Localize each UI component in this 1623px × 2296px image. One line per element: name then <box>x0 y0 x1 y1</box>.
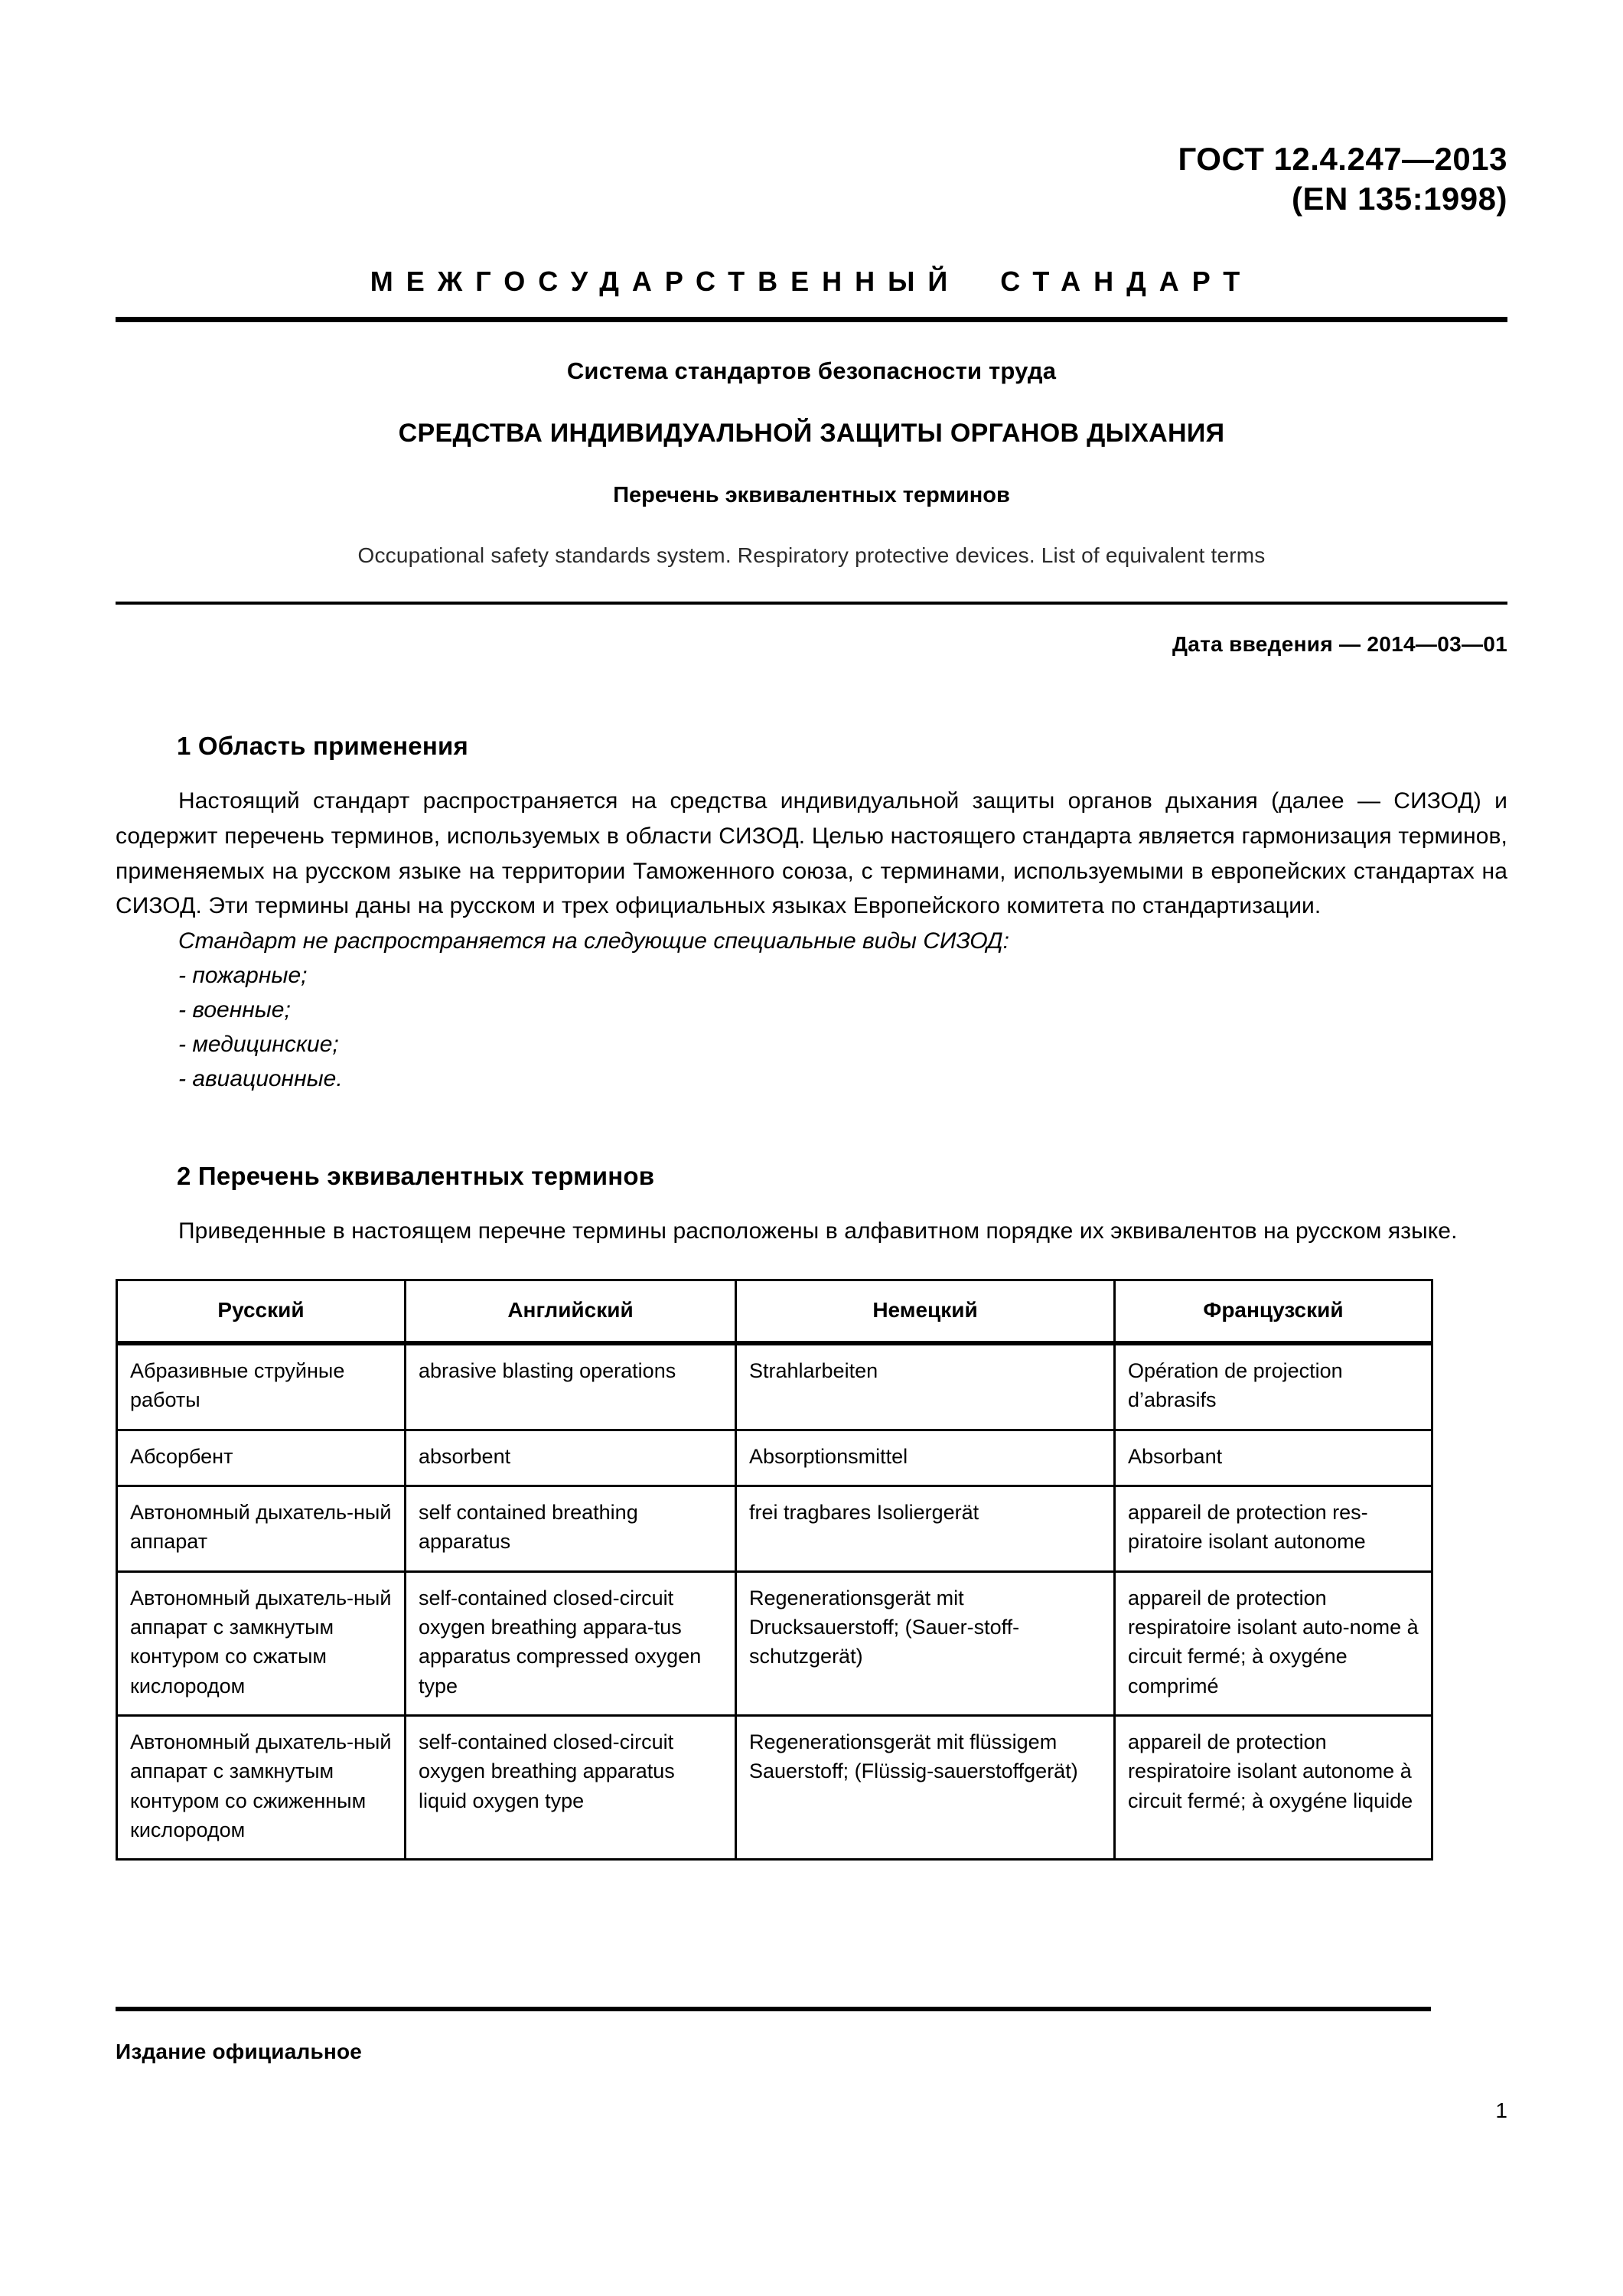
section-terms-list <box>116 1162 1507 1861</box>
table-row <box>117 1715 1432 1859</box>
section1-heading: 1 Область применения <box>177 732 468 761</box>
table-header <box>117 1280 1432 1343</box>
section-scope <box>116 732 1507 1095</box>
standard-number: ГОСТ 12.4.247—2013 <box>1178 141 1507 177</box>
equivalent-standard-number: (EN 135:1998) <box>1292 180 1507 217</box>
cell-french: Absorbant <box>1115 1430 1432 1486</box>
section2-paragraph: Приведенные в настоящем перечне термины расположены в алфавитном порядке их эквивалентов на русском языке. <box>178 1218 1458 1244</box>
standards-system-line: Система стандартов безопасности труда <box>566 357 1057 385</box>
standard-banner <box>116 266 1507 298</box>
title-divider <box>116 602 1507 605</box>
cell-french: appareil de protection respiratoire isolant auto-nome à circuit fermé; à oxygéne comprimé <box>1115 1571 1432 1715</box>
cell-english: abrasive blasting operations <box>406 1343 736 1430</box>
exclusion-list <box>116 958 1507 1096</box>
section2-heading: 2 Перечень эквивалентных терминов <box>177 1161 655 1190</box>
cell-english: self-contained closed-circuit oxygen breathing appara-tus apparatus compressed oxygen type <box>406 1571 736 1715</box>
column-header-russian: Русский <box>117 1280 406 1343</box>
footer-divider <box>116 2007 1431 2011</box>
equivalent-terms-table <box>116 1279 1433 1861</box>
table-row <box>117 1343 1432 1430</box>
table-row <box>117 1486 1432 1572</box>
cell-french: appareil de protection respiratoire isolant autonome à circuit fermé; à oxygéne liquide <box>1115 1715 1432 1859</box>
cell-german: Absorptionsmittel <box>736 1430 1115 1486</box>
cell-french: Opération de projection d’abrasifs <box>1115 1343 1432 1430</box>
cell-english: self contained breathing apparatus <box>406 1486 736 1572</box>
cell-russian: Абразивные струйные работы <box>117 1343 406 1430</box>
cell-russian: Автономный дыхатель-ный аппарат <box>117 1486 406 1572</box>
table-body <box>117 1343 1432 1860</box>
title-block <box>116 357 1507 568</box>
exclusion-lead: Стандарт не распространяется на следующие специальные виды СИЗОД: <box>178 928 1009 954</box>
page-title: СРЕДСТВА ИНДИВИДУАЛЬНОЙ ЗАЩИТЫ ОРГАНОВ ДЫХАНИЯ <box>398 419 1225 448</box>
column-header-french: Французский <box>1115 1280 1432 1343</box>
table-header-row <box>117 1280 1432 1343</box>
cell-german: Regenerationsgerät mit Drucksauerstoff; (Sauer-stoff-schutzgerät) <box>736 1571 1115 1715</box>
column-header-english: Английский <box>406 1280 736 1343</box>
column-header-german: Немецкий <box>736 1280 1115 1343</box>
page-number: 1 <box>1495 2099 1507 2122</box>
cell-english: self-contained closed-circuit oxygen breathing apparatus liquid oxygen type <box>406 1715 736 1859</box>
cell-russian: Абсорбент <box>117 1430 406 1486</box>
introduction-date: Дата введения — 2014—03—01 <box>1172 632 1507 657</box>
list-item: - медицинские; <box>178 1031 339 1057</box>
document-header <box>116 0 1507 218</box>
table-row <box>117 1430 1432 1486</box>
banner-divider <box>116 317 1507 322</box>
cell-russian: Автономный дыхатель-ный аппарат с замкнутым контуром со сжиженным кислородом <box>117 1715 406 1859</box>
list-item: - пожарные; <box>178 962 308 988</box>
title-english-translation: Occupational safety standards system. Respiratory protective devices. List of equivalent terms <box>357 543 1266 568</box>
cell-french: appareil de protection res-piratoire isolant autonome <box>1115 1486 1432 1572</box>
cell-german: Strahlarbeiten <box>736 1343 1115 1430</box>
official-edition-note: Издание официальное <box>116 2040 363 2063</box>
list-item: - авиационные. <box>178 1065 343 1091</box>
cell-german: frei tragbares Isoliergerät <box>736 1486 1115 1572</box>
banner-word-interstate: МЕЖГОСУДАРСТВЕННЫЙ <box>370 266 961 298</box>
title-subtitle: Перечень эквивалентных терминов <box>613 483 1010 508</box>
list-item: - военные; <box>178 996 291 1022</box>
cell-english: absorbent <box>406 1430 736 1486</box>
section1-paragraph: Настоящий стандарт распространяется на средства индивидуальной защиты органов дыхания (далее — СИЗОД) и содержит перечень терминов, используемых в области СИЗОД. Целью настоящего стандарта является гармонизация терминов, применяемых на русском языке на территории Таможенного союза, с терминами, используемыми в европейских стандартах на СИЗОД. Эти термины даны на русском и трех официальных языках Европейского комитета по стандартизации. <box>116 788 1507 919</box>
table-row <box>117 1571 1432 1715</box>
cell-german: Regenerationsgerät mit flüssigem Sauerstoff; (Flüssig-sauerstoffgerät) <box>736 1715 1115 1859</box>
banner-word-standard: СТАНДАРТ <box>1000 266 1253 298</box>
cell-russian: Автономный дыхатель-ный аппарат с замкнутым контуром со сжатым кислородом <box>117 1571 406 1715</box>
